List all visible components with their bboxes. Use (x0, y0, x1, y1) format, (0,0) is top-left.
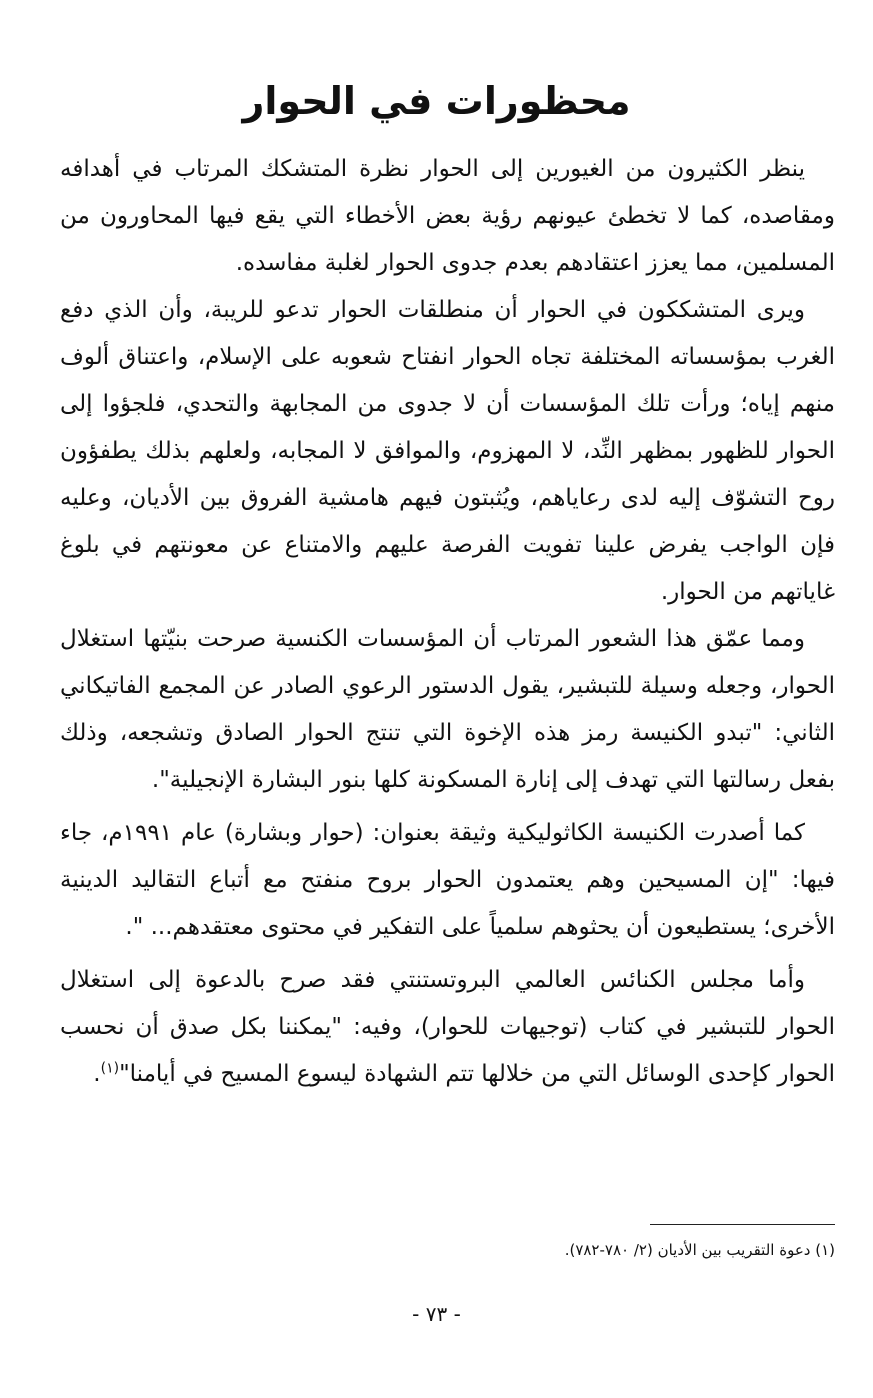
body-text (60, 146, 835, 1098)
page-number: - ٧٣ - (412, 1302, 461, 1326)
paragraph-2: ويرى المتشككون في الحوار أن منطلقات الحوار تدعو للريبة، وأن الذي دفع الغرب بمؤسساته المختلفة تجاه الحوار انفتاح شعوبه على الإسلام، واعتناق ألوف منهم إياه؛ ورأت تلك المؤسسات أن لا جدوى من المجابهة والتحدي، فلجؤوا إلى الحوار للظهور بمظهر النِّد، لا المهزوم، والموافق لا المجابه، ولعلهم بذلك يطفؤون روح التشوّف إليه لدى رعاياهم، ويُثبتون فيهم هامشية الفروق بين الأديان، وعليه فإن الواجب يفرض علينا تفويت الفرصة عليهم والامتناع عن معونتهم في بلوغ غاياتهم من الحوار. (60, 297, 835, 605)
paragraph-4: كما أصدرت الكنيسة الكاثوليكية وثيقة بعنوان: (حوار وبشارة) عام ١٩٩١م، جاء فيها: "إن المسيحين وهم يعتمدون الحوار بروح منفتح مع أتباع التقاليد الدينية الأخرى؛ يستطيعون أن يحثوهم سلمياً على التفكير في محتوى معتقدهم... ". (60, 820, 835, 940)
paragraph-5-text: وأما مجلس الكنائس العالمي البروتستنتي فقد صرح بالدعوة إلى استغلال الحوار للتبشير في كتاب (توجيهات للحوار)، وفيه: "يمكننا بكل صدق أن نحسب الحوار كإحدى الوسائل التي من خلالها تتم الشهادة ليسوع المسيح في أيامنا" (60, 967, 835, 1087)
page-title: محظورات في الحوار (242, 79, 631, 123)
footnote: (١) دعوة التقريب بين الأديان (٢/ ٧٨٠-٧٨٢). (564, 1241, 835, 1259)
paragraph-5-end: . (93, 1061, 101, 1087)
paragraph-5 (60, 957, 835, 1098)
paragraph-1: ينظر الكثيرون من الغيورين إلى الحوار نظرة المتشكك المرتاب في أهدافه ومقاصده، كما لا تخطئ عيونهم رؤية بعض الأخطاء التي يقع فيها المحاورون من المسلمين، مما يعزز اعتقادهم بعدم جدوى الحوار لغلبة مفاسده. (60, 156, 835, 276)
footnote-divider (650, 1224, 835, 1225)
paragraph-3: ومما عمّق هذا الشعور المرتاب أن المؤسسات الكنسية صرحت بنيّتها استغلال الحوار، وجعله وسيلة للتبشير، يقول الدستور الرعوي الصادر عن المجمع الفاتيكاني الثاني: "تبدو الكنيسة رمز هذه الإخوة التي تنتج الحوار الصادق وتشجعه، وذلك بفعل رسالتها التي تهدف إلى إنارة المسكونة كلها بنور البشارة الإنجيلية". (60, 626, 835, 793)
footnote-reference: (١) (100, 1060, 120, 1077)
